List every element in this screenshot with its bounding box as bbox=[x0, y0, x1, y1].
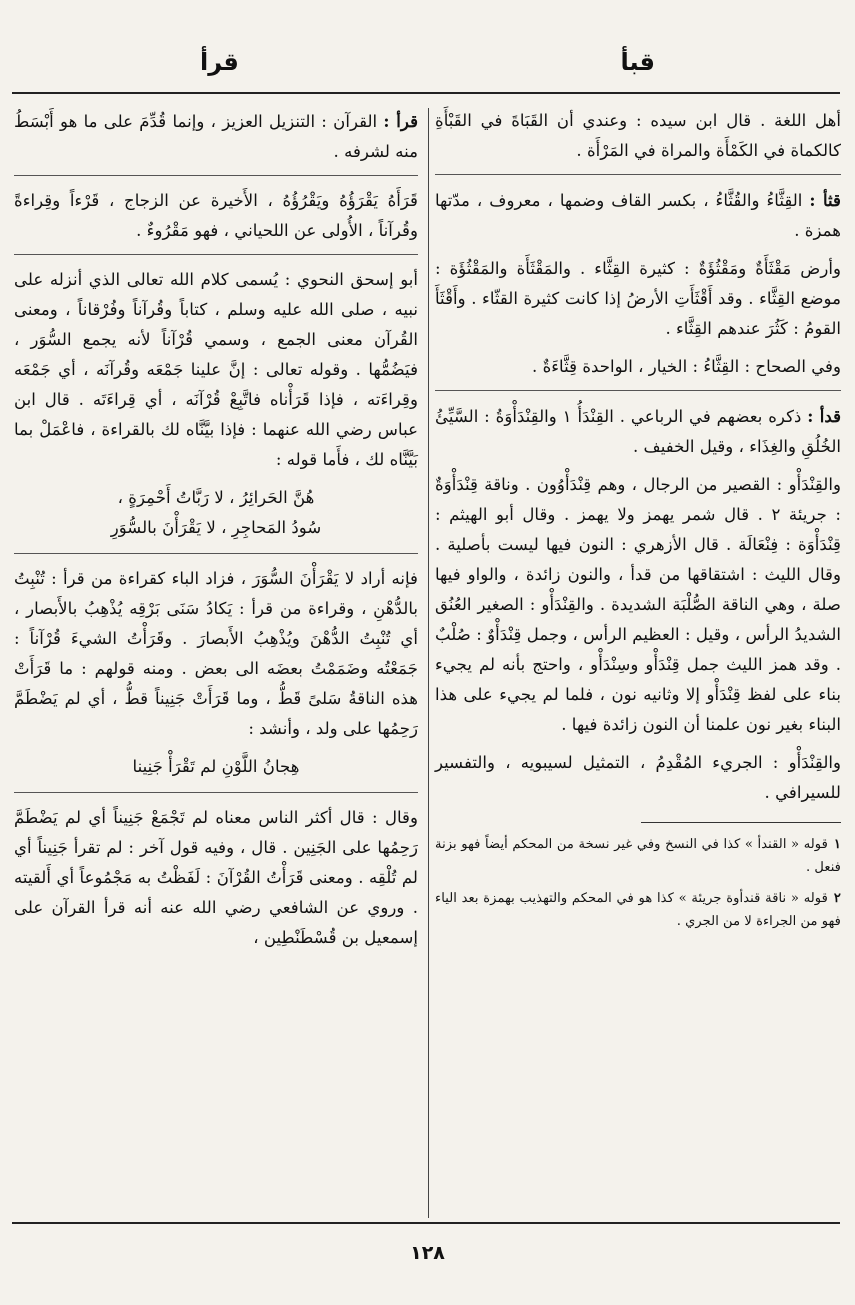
column-divider bbox=[428, 108, 429, 1218]
entry-paragraph: فإنه أراد لا يَقْرَأْنَ السُّوَرَ ، فزاد الباء كقراءة من قرأ : تُنْبِتُ بالدُّهْنِ ، وقراءة من قرأ : يَكادُ سَنَى بَرْقِه يُذْهِبُ بالأَبصار ، أي تُنْبِتُ الدُّهْنَ ويُذْهِبُ الأَبصارَ . وقَرَأْتُ الشيءَ قُرْآناً : جَمَعْتُه وضَمَمْتُ بعضَه الى بعض . ومنه قولهم : ما قَرَأَتْ هذه الناقةُ سَلىً قَطُّ ، وما قَرَأَتْ جَنِيناً قطُّ ، أي لم يَضْطَمَّ رَحِمُها على ولد ، وأنشد : bbox=[14, 569, 418, 738]
entry-paragraph: وأرض مَقْثَأَةٌ ومَقْثُؤَةٌ : كثيرة القِثَّاء . والمَقْثَأَة والمَقْثُؤَة : موضع القِثَّاء . وقد أَقْثَأَتِ الأرضُ إذا كانت كثيرة القثّاء . وأَقْثَأَ القومُ : كَثُرَ عندهم القِثَّاء . bbox=[435, 259, 841, 338]
right-column bbox=[435, 106, 841, 941]
running-head-right: قبأ bbox=[620, 48, 655, 76]
entry-separator bbox=[14, 254, 418, 255]
entry-separator bbox=[435, 174, 841, 175]
headword: قرأ : bbox=[383, 111, 418, 131]
entry-paragraph: وفي الصحاح : القِثَّاءُ : الخيار ، الواحدة قِثَّاءَةٌ . bbox=[532, 357, 841, 376]
page-number: ١٢٨ bbox=[410, 1242, 445, 1264]
entry-separator bbox=[14, 792, 418, 793]
entry-paragraph: قرأ : القرآن : التنزيل العزيز ، وإنما قُدِّمَ على ما هو أَبْسَطُ منه لشرفه . bbox=[14, 111, 418, 161]
entry-paragraph: والقِنْدَأْو : الجريء المُقْدِمُ ، التمثيل لسيبويه ، والتفسير للسيرافي . bbox=[435, 753, 841, 802]
entry-paragraph: وقال : قال أكثر الناس معناه لم تَجْمَعْ جَنِيناً أي لم يَضْطَمَّ رَحِمُها على الجَنِين . قال ، وفيه قول آخر : لم تقرأ جَنِيناً أي لم تُلْقِه . ومعنى قَرَأْتُ القُرْآنَ : لَفَظْتُ به مَجْمُوعاً أي أَلقيته . وروي عن الشافعي رضي الله عنه أنه قرأ القرآن على إسمعيل بن قُسْطَنْطِين ، bbox=[14, 808, 418, 947]
left-column bbox=[14, 106, 418, 961]
footnote: ٢قوله « ناقة قندأوة جريئة » كذا هو في المحكم والتهذيب بهمزة بعد الياء فهو من الجراءة لا من الجري . bbox=[435, 891, 841, 929]
running-head-left: قرأ bbox=[200, 48, 239, 76]
verse bbox=[14, 752, 418, 782]
verse-line: هُنَّ الحَرائِرُ ، لا رَبَّاتُ أَحْمِرَةٍ ، bbox=[117, 488, 315, 507]
verse-line: هِجانُ اللَّوْنِ لم تَقْرَأْ جَنِينا bbox=[132, 757, 300, 776]
entry-separator bbox=[14, 553, 418, 554]
footnote-rule bbox=[641, 822, 841, 823]
headword: قثأ : bbox=[809, 190, 841, 210]
entry-paragraph: قَرَأَهُ يَقْرَؤُهُ ويَقْرُؤُهُ ، الأَخيرة عن الزجاج ، قَرْءاً وقِراءةً وقُرآناً ، الأُولى عن اللحياني ، فهو مَقْرُوءٌ . bbox=[14, 191, 418, 240]
header-rule bbox=[12, 92, 840, 94]
footnote: ١قوله « القندأ » كذا في النسخ وفي غير نسخة من المحكم أيضاً فهو بزنة فنعل . bbox=[435, 837, 841, 875]
entry-paragraph: قثأ : القِثَّاءُ والقُثَّاءُ ، بكسر القاف وضمها ، معروف ، مدّتها همزة . bbox=[435, 190, 841, 240]
entry-separator bbox=[435, 390, 841, 391]
entry-paragraph: قدأ : ذكره بعضهم في الرباعي . القِنْدَأُ ١ والقِنْدَأْوَةُ : السَّيِّئُ الخُلُقِ والغِذَاء ، وقيل الخفيف . bbox=[435, 406, 842, 456]
verse bbox=[14, 483, 418, 543]
verse-line: سُودُ المَحاجِرِ ، لا يَقْرَأْنَ بالسُّوَرِ bbox=[110, 518, 322, 537]
entry-paragraph: والقِنْدَأْو : القصير من الرجال ، وهم قِنْدَأْوُون . وناقة قِنْدَأْوَةٌ : جريئة ٢ . قال شمر يهمز ولا يهمز . وقال أبو الهيثم : قِنْدَأْوَة : فِنْعَالَة . قال الأزهري : النون فيها ليست بأصلية . وقال الليث : اشتقاقها من قدأ ، والنون زائدة ، والواو فيها صلة ، وهي الناقة الصُّلْبَة الشديدة . والقِنْدَأْو : الصغير العُنُق الشديدُ الرأس ، وقيل : العظيم الرأس ، وجمل قِنْدَأْوٌ : صُلْبٌ . وقد همز الليث جمل قِنْدَأْو وسِنْدَأْو ، واحتج بأنه لم يجيء بناء على لفظ قِنْدَأْو إلا وثانيه نون ، فلما لم يجيء على هذا البناء بغير نون علمنا أن النون زائدة فيها . bbox=[435, 475, 841, 734]
headword: قدأ : bbox=[807, 406, 842, 426]
footer-rule bbox=[12, 1222, 840, 1224]
entry-paragraph: أبو إسحق النحوي : يُسمى كلام الله تعالى الذي أنزله على نبيه ، صلى الله عليه وسلم ، كتاباً وقُرآناً وفُرْقاناً ، ومعنى القُرآن معنى الجمع ، وسمي قُرْآناً لأنه يجمع السُّوَر ، فيَضُمُّها . وقوله تعالى : إنَّ علينا جَمْعَه وقُرآنَه ، أي جَمْعَه وقِراءَته ، فإذا قَرَأْناه فاتَّبِعْ قُرْآنَه ، أي قِراءَتَه . قال ابن عباس رضي الله عنهما : فإذا بيَّنَّاه لك بالقراءة ، فاعْمَلْ بما بَيَّنَّاه لك ، فأَما قوله : bbox=[14, 270, 418, 469]
entry-separator bbox=[14, 175, 418, 176]
entry-paragraph: أهل اللغة . قال ابن سيده : وعندي أن القَبَاةَ في القَبْأَةِ كالكماة في الكَمْأَة والمراة في المَرْأَة . bbox=[435, 111, 841, 160]
